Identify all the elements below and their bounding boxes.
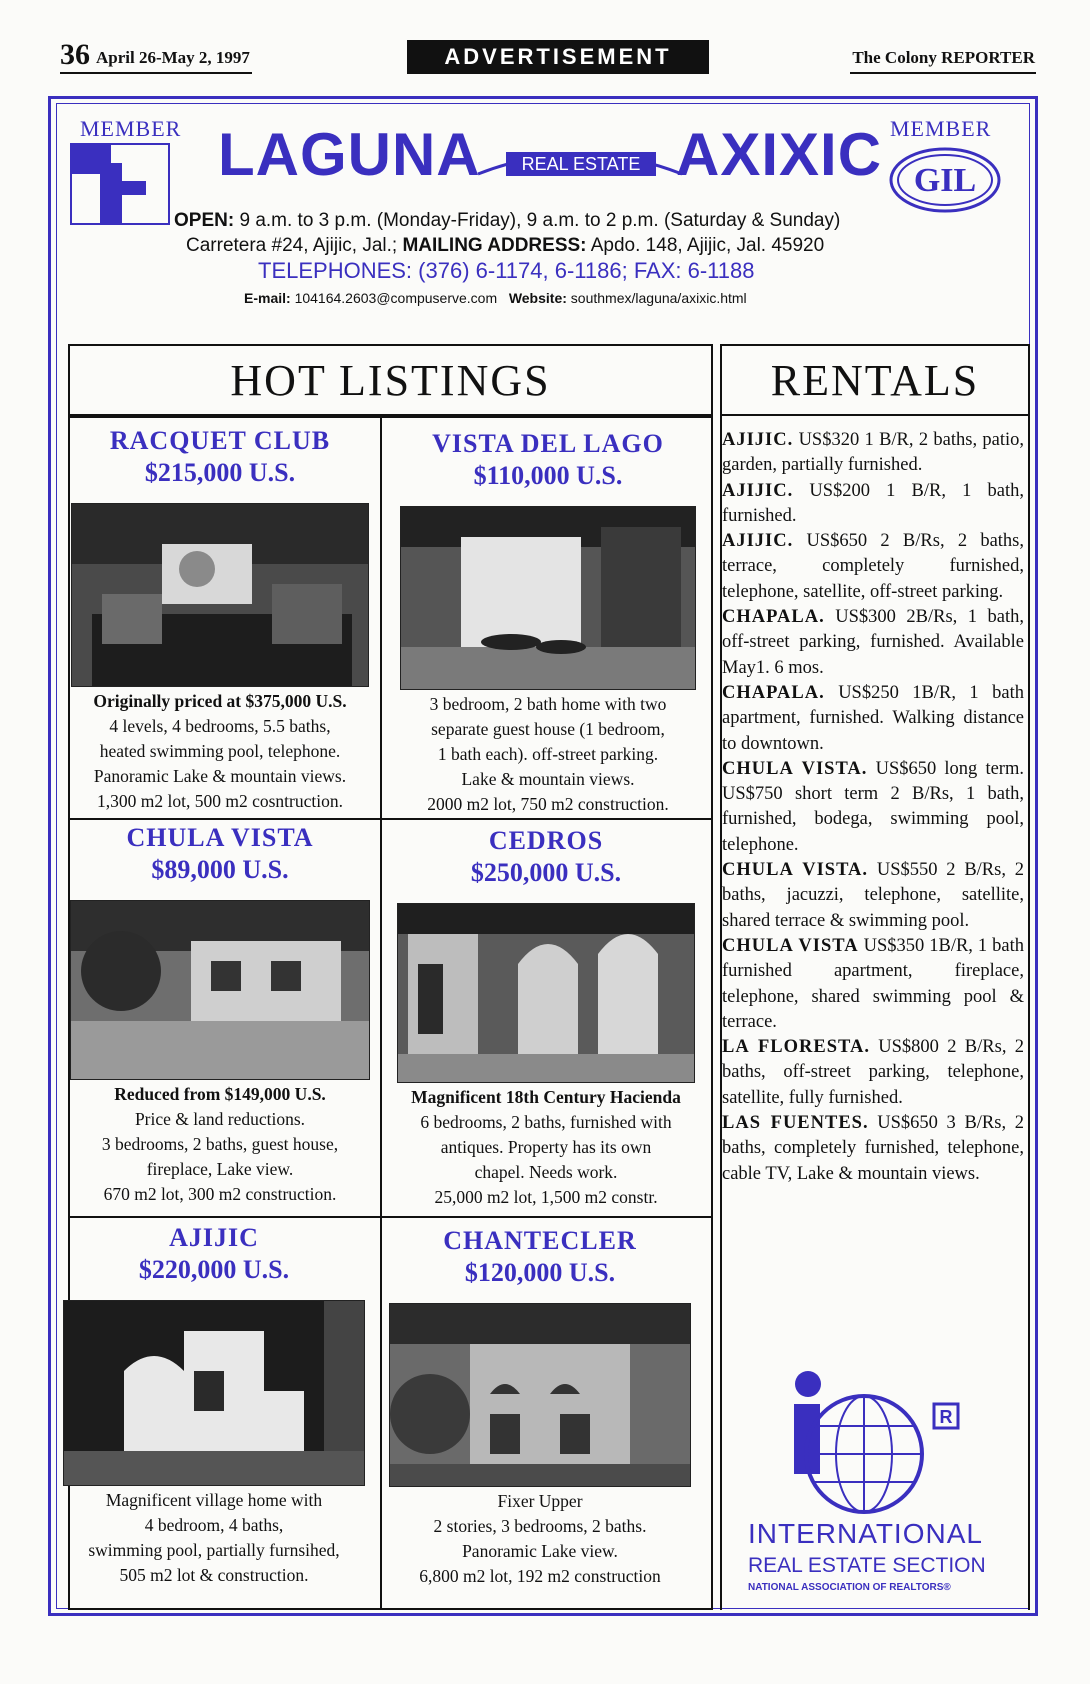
listing-lead: Magnificent 18th Century Hacienda <box>411 1087 681 1107</box>
contact-web <box>244 290 747 306</box>
listing-racquet-club[interactable] <box>58 425 382 814</box>
rental-item: AJIJIC. US$200 1 B/R, 1 bath, furnished. <box>722 480 1024 526</box>
listing-line: antiques. Property has its own <box>440 1137 652 1157</box>
rental-item: LAS FUENTES. US$650 3 B/Rs, 2 baths, completely furnished, telephone, cable TV, Lake & mountain views. <box>722 1113 1024 1184</box>
listing-line: 6 bedrooms, 2 baths, furnished with <box>420 1112 672 1132</box>
listing-title: CEDROS <box>488 826 604 855</box>
gil-seal-text: GIL <box>913 162 977 199</box>
listing-lead: Reduced from $149,000 U.S. <box>114 1084 326 1104</box>
rental-item: CHULA VISTA US$350 1B/R, 1 bath furnished apartment, fireplace, telephone, shared swimming pool & terrace. <box>722 935 1024 1032</box>
website-link[interactable]: southmex/laguna/axixic.html <box>570 290 747 306</box>
patio-photo <box>400 506 696 690</box>
listing-price: $220,000 U.S. <box>138 1255 290 1284</box>
rental-item: CHAPALA. US$250 1B/R, 1 bath apartment, furnished. Walking distance to downtown. <box>722 682 1024 754</box>
listing-line: Price & land reductions. <box>134 1109 306 1129</box>
rental-item: LA FLORESTA. US$800 2 B/Rs, 2 baths, off-street parking, telephone, satellite, fully furnished. <box>722 1037 1025 1108</box>
listing-line: Panoramic Lake & mountain views. <box>93 766 347 786</box>
listing-line: swimming pool, partially furnsihed, <box>88 1540 340 1560</box>
member-label-right: MEMBER <box>890 116 992 141</box>
email-address[interactable]: 104164.2603@compuserve.com <box>294 290 498 306</box>
listing-line: 2 stories, 3 bedrooms, 2 baths. <box>433 1516 647 1536</box>
realtors-globe-icon <box>760 1370 990 1520</box>
open-text: 9 a.m. to 3 p.m. (Monday-Friday), 9 a.m. to 2 p.m. (Saturday & Sunday) <box>239 210 841 231</box>
rentals-heading: RENTALS <box>720 344 1030 416</box>
grid-divider-row-2 <box>68 1216 713 1218</box>
listing-title: CHANTECLER <box>443 1226 637 1255</box>
listing-title: AJIJIC <box>169 1223 259 1252</box>
listing-line: separate guest house (1 bedroom, <box>431 719 665 739</box>
listing-line: 3 bedrooms, 2 baths, guest house, <box>101 1134 339 1154</box>
listing-line: 4 bedroom, 4 baths, <box>144 1515 284 1535</box>
mailing-label: MAILING ADDRESS: <box>402 235 587 256</box>
listing-ajijic[interactable] <box>52 1222 376 1588</box>
village-home-photo <box>63 1300 365 1486</box>
grid-divider-row-1 <box>68 818 713 820</box>
listing-price: $89,000 U.S. <box>151 855 289 884</box>
listing-line: heated swimming pool, telephone. <box>99 741 341 761</box>
listing-title: VISTA DEL LAGO <box>432 429 664 458</box>
rental-item: AJIJIC. US$650 2 B/Rs, 2 baths, terrace, completely furnished, telephone, satellite, off-street parking. <box>722 531 1025 602</box>
intl-title: INTERNATIONAL <box>748 1518 983 1549</box>
listing-lead: Originally priced at $375,000 U.S. <box>93 691 347 711</box>
listing-line: 1 bath each). off-street parking. <box>437 744 659 764</box>
listing-price: $120,000 U.S. <box>464 1258 616 1287</box>
listing-line: chapel. Needs work. <box>474 1162 618 1182</box>
listing-line: 4 levels, 4 bedrooms, 5.5 baths, <box>109 716 331 736</box>
realtor-r-mark: R <box>939 1407 953 1427</box>
telephones: TELEPHONES: (376) 6-1174, 6-1186; FAX: 6-1188 <box>258 258 755 283</box>
member-label-left: MEMBER <box>80 116 182 141</box>
newspaper-name: The Colony REPORTER <box>852 48 1035 67</box>
page-number: 36 <box>60 38 90 71</box>
listing-line: Panoramic Lake view. <box>462 1541 618 1561</box>
rental-item: AJIJIC. US$320 1 B/R, 2 baths, patio, garden, partially furnished. <box>722 430 1024 476</box>
listing-line: Lake & mountain views. <box>461 769 635 789</box>
brand-laguna: LAGUNA <box>218 121 481 188</box>
issue-date: April 26-May 2, 1997 <box>96 48 250 67</box>
street-address: Carretera #24, Ajijic, Jal.; <box>186 235 398 256</box>
listing-line: 1,300 m2 lot, 500 m2 cosntruction. <box>97 791 343 811</box>
brand-axixic: AXIXIC <box>676 121 883 188</box>
listing-lead: Fixer Upper <box>497 1491 583 1511</box>
header-rule-right <box>850 72 1036 74</box>
listing-line: 6,800 m2 lot, 192 m2 construction <box>419 1566 661 1586</box>
listing-price: $110,000 U.S. <box>473 461 623 490</box>
member-logo-icon <box>70 143 170 225</box>
brand-real-estate-tag: REAL ESTATE <box>506 152 656 176</box>
two-story-house-photo <box>389 1303 691 1487</box>
opening-hours <box>174 210 840 232</box>
hacienda-arches-photo <box>397 903 695 1083</box>
rental-item: CHULA VISTA. US$650 long term. US$750 short term 2 B/Rs, 1 bath, furnished, bodega, swimming pool, telephone. <box>722 758 1024 855</box>
listing-cedros[interactable] <box>384 825 708 1210</box>
header-rule-left <box>60 72 252 74</box>
rental-item: CHAPALA. US$300 2B/Rs, 1 bath, off-street parking, furnished. Available May1. 6 mos. <box>722 607 1024 678</box>
listing-lead: Magnificent village home with <box>105 1490 323 1510</box>
listing-chantecler[interactable] <box>378 1225 702 1589</box>
listing-lead: 3 bedroom, 2 bath home with two <box>429 694 667 714</box>
listing-title: RACQUET CLUB <box>109 426 331 455</box>
intl-association: NATIONAL ASSOCIATION OF REALTORS® <box>748 1582 951 1593</box>
listing-title: CHULA VISTA <box>126 823 314 852</box>
gil-seal-icon <box>888 146 1003 214</box>
hot-listings-heading: HOT LISTINGS <box>68 344 713 416</box>
interior-photo <box>71 503 369 687</box>
listing-line: 25,000 m2 lot, 1,500 m2 constr. <box>434 1187 658 1207</box>
intl-subtitle: REAL ESTATE SECTION <box>748 1554 986 1577</box>
listing-chula-vista[interactable] <box>58 822 382 1207</box>
open-label: OPEN: <box>174 210 235 231</box>
listing-price: $250,000 U.S. <box>470 858 622 887</box>
listing-line: 505 m2 lot & construction. <box>119 1565 309 1585</box>
listing-line: 2000 m2 lot, 750 m2 construction. <box>427 794 669 814</box>
website-label: Website: <box>508 290 567 306</box>
listing-line: fireplace, Lake view. <box>146 1159 294 1179</box>
address-line <box>186 235 824 257</box>
email-label: E-mail: <box>244 290 291 306</box>
advertisement-banner: ADVERTISEMENT <box>407 40 709 74</box>
rental-item: CHULA VISTA. US$550 2 B/Rs, 2 baths, jacuzzi, telephone, satellite, shared terrace & swimming pool. <box>722 860 1024 931</box>
listing-vista-del-lago[interactable] <box>386 428 710 817</box>
mailing-address: Apdo. 148, Ajijic, Jal. 45920 <box>590 235 825 256</box>
garden-house-photo <box>70 900 370 1080</box>
rentals-list <box>722 428 1024 1187</box>
listing-line: 670 m2 lot, 300 m2 construction. <box>103 1184 337 1204</box>
listing-price: $215,000 U.S. <box>144 458 296 487</box>
